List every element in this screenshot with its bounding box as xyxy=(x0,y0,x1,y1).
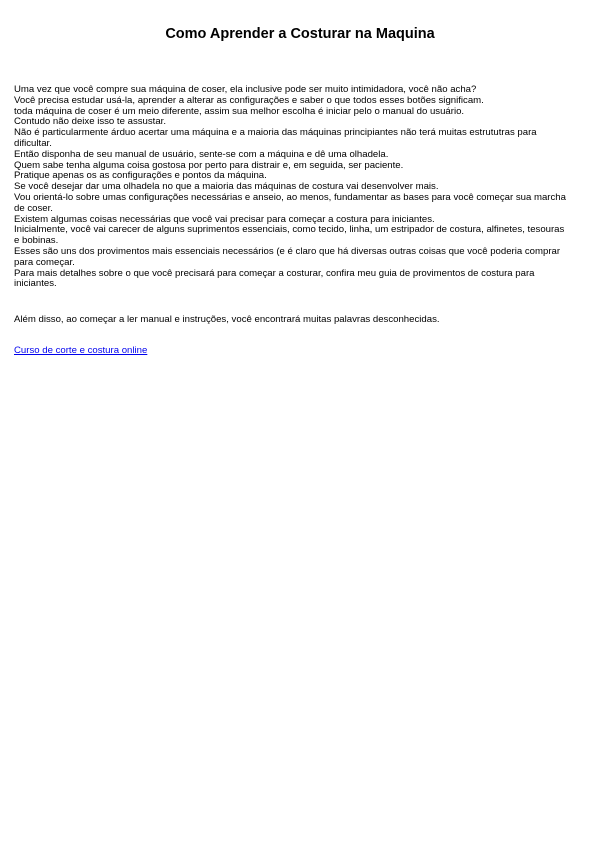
document-body xyxy=(14,85,570,290)
body-line: Para mais detalhes sobre o que você precisará para começar a costurar, confira meu guia de provimentos de costura para iniciantes. xyxy=(14,267,535,290)
body-line: Quem sabe tenha alguma coisa gostosa por perto para distrair e, em seguida, ser paciente. xyxy=(14,159,404,171)
body-line: Existem algumas coisas necessárias que você vai precisar para começar a costura para iniciantes. xyxy=(14,213,435,225)
body-line: Você precisa estudar usá-la, aprender a alterar as configurações e saber o que todos esses botões significam. xyxy=(14,94,484,106)
body-line: Se você desejar dar uma olhadela no que a maioria das máquinas de costura vai desenvolver mais. xyxy=(14,181,439,193)
body-line: Pratique apenas os as configurações e pontos da máquina. xyxy=(14,170,267,182)
body-line: Esses são uns dos provimentos mais essenciais necessários (e é claro que há diversas outras coisas que você poderia comprar para começar. xyxy=(14,245,561,268)
body-line: Inicialmente, você vai carecer de alguns suprimentos essenciais, como tecido, linha, um estripador de costura, alfinetes, tesouras e bobinas. xyxy=(14,224,565,247)
extra-paragraph: Além disso, ao começar a ler manual e instruções, você encontrará muitas palavras desconhecidas. xyxy=(14,314,440,325)
body-line: Vou orientá-lo sobre umas configurações necessárias e anseio, ao menos, fundamentar as bases para você começar sua marcha de coser. xyxy=(14,191,566,214)
body-line: Então disponha de seu manual de usuário, sente-se com a máquina e dê uma olhadela. xyxy=(14,148,389,160)
body-line: toda máquina de coser é um meio diferente, assim sua melhor escolha é iniciar pelo o manual do usuário. xyxy=(14,105,465,117)
body-line: Não é particularmente árduo acertar uma máquina e a maioria das máquinas principiantes não terá muitas estrututras para dificultar. xyxy=(14,127,537,149)
body-line: Uma vez que você compre sua máquina de coser, ela inclusive pode ser muito intimidadora, você não acha? xyxy=(14,84,477,95)
body-line: Contudo não deixe isso te assustar. xyxy=(14,116,166,128)
document-title: Como Aprender a Costurar na Maquina xyxy=(165,26,435,42)
course-link[interactable]: Curso de corte e costura online xyxy=(14,345,148,356)
